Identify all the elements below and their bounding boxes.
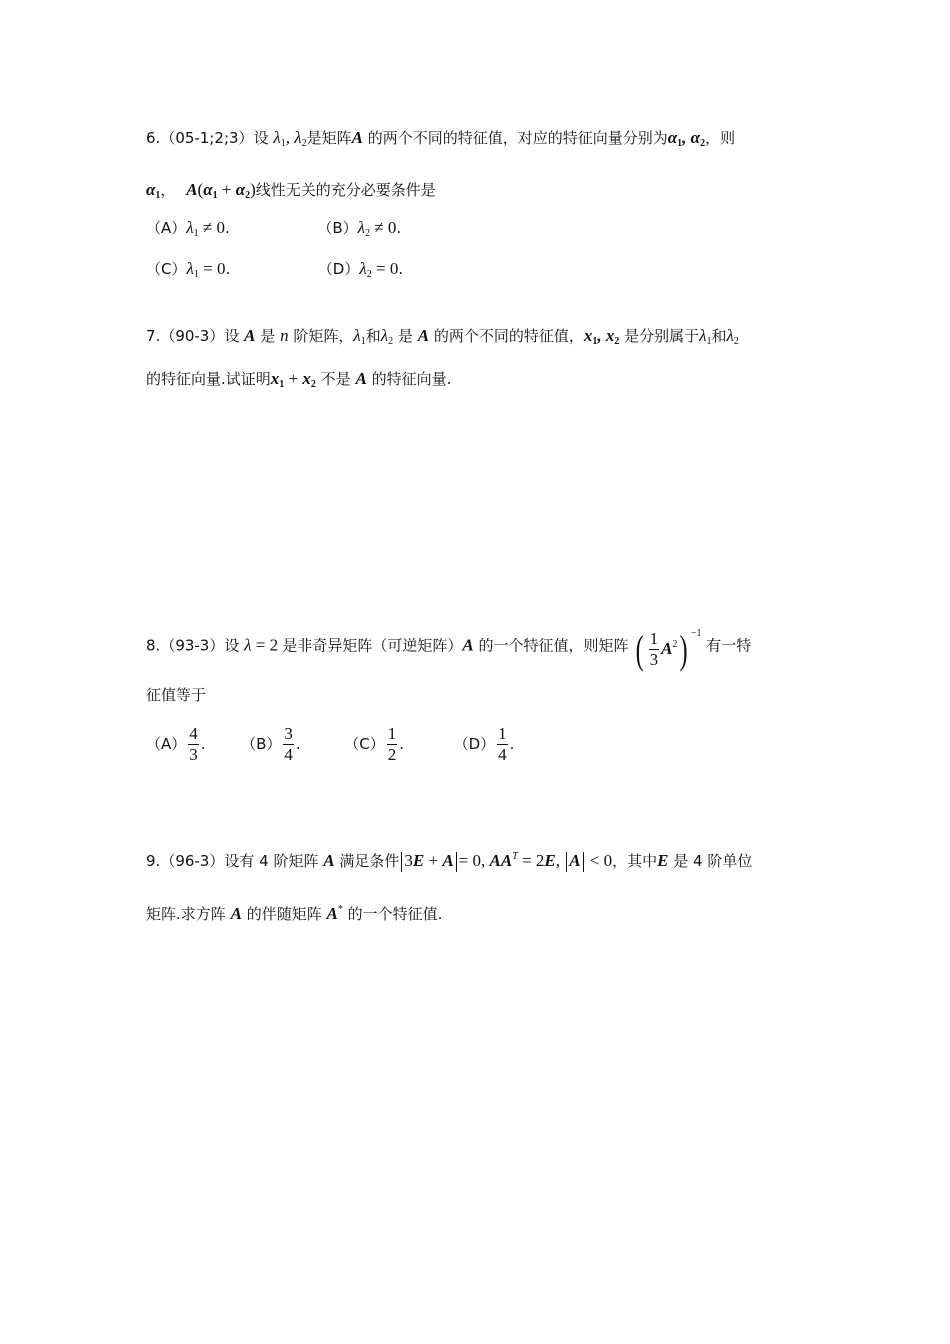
q7-source: （90-3）	[160, 327, 225, 345]
q6-options-row-1	[146, 216, 401, 246]
q9-number: 9.	[146, 852, 161, 870]
q7-number: 7.	[146, 327, 161, 345]
inverse-matrix-expr: ( $\frac{1}{3}$ $A^2$) $^{-1}$	[635, 626, 702, 672]
condition-expr: 3E + A = 0, $AA^T = 2E$, A < 0	[399, 852, 612, 870]
q8-option-b: （B） $\frac{3}{4}$ .	[241, 724, 301, 764]
q8-source: （93-3）	[160, 636, 225, 655]
q8-option-d: （D） $\frac{1}{4}$ .	[453, 724, 515, 764]
q9-line-2: 矩阵.求方阵 A 的伴随矩阵 A* 的一个特征值.	[146, 904, 443, 923]
q6-line-1: 6.（05-1;2;3）设 $\lambda_1$, $\lambda_2$是矩阵A 的两个不同的特征值，对应的特征向量分别为$\alpha_1$, $\alpha_2$，则	[146, 128, 736, 149]
q6-option-c: $(C)\lambda_1 = 0$.	[146, 259, 231, 280]
q6-source: （05-1;2;3）	[160, 129, 254, 147]
A-alpha-expr: A	[186, 180, 198, 199]
q9-source: （96-3）	[160, 852, 225, 870]
q8-option-a: （A） $\frac{4}{3}$ .	[146, 724, 206, 764]
q6-option-a: $(A)\lambda_1 \ne 0$.	[146, 218, 230, 239]
q8-number: 8.	[146, 636, 161, 655]
q6-option-b: $(B)\lambda_2 \ne 0$.	[317, 218, 402, 239]
q6-options-row-2	[146, 257, 403, 287]
q8-options	[146, 722, 514, 766]
q8-option-c: （C） $\frac{1}{2}$ .	[344, 724, 405, 764]
q7-line-1: 7.（90-3）设 A 是 n 阶矩阵，$\lambda_1$和$\lambda_2$ 是 A 的两个不同的特征值，$x_1$, $x_2$ 是分别属于$\lambda_1$和$\lambda_2$	[146, 326, 739, 347]
q9-line-1: 9.（96-3）设有 4 阶矩阵 A 满足条件 3E + A = 0, $AA^T = 2E$, A < 0，其中E 是 4 阶单位	[146, 851, 753, 870]
q7-line-2: 的特征向量.试证明$x_1 + x_2$ 不是 A 的特征向量.	[146, 369, 452, 390]
lambda1-lambda2: $\lambda_1$, $\lambda_2$	[273, 128, 307, 149]
q6-option-d: $(D)\lambda_2 = 0$.	[317, 259, 404, 280]
q6-number: 6.	[146, 129, 161, 147]
q6-line-2: $\alpha_1$， $A(\alpha_1 + \alpha_2)$线性无关的充分必要条件是	[146, 180, 436, 201]
q8-line-1: 8.（93-3）设 λ = 2 是非奇异矩阵（可逆矩阵）A 的一个特征值，则矩阵 ( $\frac{1}{3}$ $A^2$) $^{-1}$ 有一特	[146, 622, 751, 670]
matrix-A: A	[351, 128, 363, 147]
q8-line-2: 征值等于	[146, 686, 207, 704]
alpha1-alpha2: $\alpha_1$, $\alpha_2$	[667, 128, 706, 149]
